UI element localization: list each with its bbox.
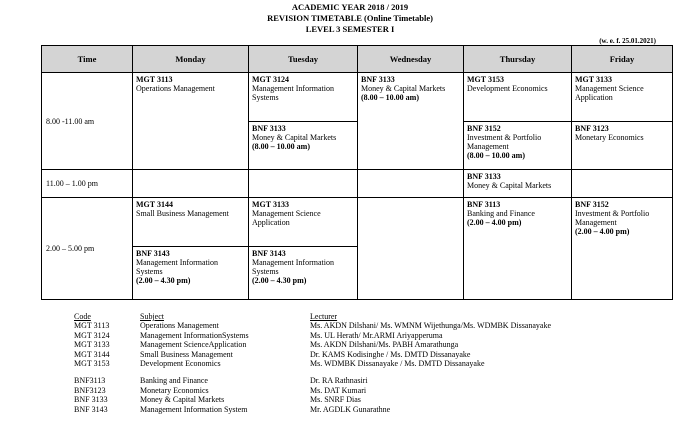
legend-lecturer: Dr. KAMS Kodisinghe / Ms. DMTD Dissanayake [310,349,471,359]
course-name: Development Economics [467,84,548,93]
slot-cell [133,198,249,247]
course-name: Investment & Portfolio Management [467,133,542,151]
slot-cell [133,73,249,170]
legend-header-subject: Subject [140,312,164,321]
slot-cell [572,198,673,300]
legend-code: BNF 3133 [74,395,108,405]
course-code: BNF 3143 [136,249,170,258]
slot-cell [249,73,358,122]
col-header-tuesday: Tuesday [249,46,358,73]
col-header-time: Time [42,46,133,73]
legend-subject: Management ScienceApplication [140,340,247,350]
course-name: Management Information Systems [136,258,218,276]
course-name: Investment & Portfolio Management [575,209,650,227]
legend-code: MGT 3133 [74,340,110,350]
effective-date: (w. e. f. 25.01.2021) [599,37,656,45]
course-time: (8.00 – 10.00 am) [252,142,310,151]
course-name: Small Business Management [136,209,229,218]
course-name: Management Information Systems [252,258,334,276]
legend-subject: Banking and Finance [140,376,208,386]
legend-subject: Management Information System [140,404,248,414]
legend-code: BNF 3143 [74,404,108,414]
course-time: (2.00 – 4.00 pm) [467,218,522,227]
level-semester-title: LEVEL 3 SEMESTER I [305,24,395,34]
slot-cell [572,122,673,170]
time-slot-midday: 11.00 – 1.00 pm [42,170,133,198]
course-name: Monetary Economics [575,133,644,142]
legend-lecturer: Ms. SNRF Dias [310,395,361,405]
legend-subject: Management InformationSystems [140,330,249,340]
slot-cell [133,247,249,300]
course-name: Banking and Finance [467,209,535,218]
course-name: Management Science Application [252,209,321,227]
slot-cell [464,170,572,198]
legend-subject: Monetary Economics [140,385,209,395]
course-code: BNF 3133 [252,124,286,133]
legend-lecturer: Dr. RA Rathnasiri [310,376,368,386]
col-header-friday: Friday [572,46,673,73]
course-name: Money & Capital Markets [361,84,446,93]
academic-year-title: ACADEMIC YEAR 2018 / 2019 [291,2,409,12]
table-row [42,73,673,122]
table-row [42,198,673,247]
time-slot-afternoon: 2.00 – 5.00 pm [42,198,133,300]
legend-subject: Money & Capital Markets [140,395,225,405]
timetable-title: REVISION TIMETABLE (Online Timetable) [267,13,433,23]
table-header-row [42,46,673,73]
slot-cell [249,198,358,247]
course-code: BNF 3152 [467,124,501,133]
course-code: MGT 3133 [252,200,289,209]
slot-cell-empty [572,170,673,198]
course-code: BNF 3123 [575,124,609,133]
legend-subject: Small Business Management [140,349,233,359]
course-name: Operations Management [136,84,215,93]
course-code: MGT 3133 [575,75,612,84]
col-header-monday: Monday [133,46,249,73]
legend-code: BNF3113 [74,376,106,386]
time-slot-morning: 8.00 -11.00 am [42,73,133,170]
slot-cell [358,73,464,170]
course-code: BNF 3152 [575,200,609,209]
course-name: Management Information Systems [252,84,334,102]
legend-lecturer: Ms. AKDN Dilshani/Ms. PABH Amarathunga [310,340,459,350]
timetable [41,45,673,300]
col-header-wednesday: Wednesday [358,46,464,73]
course-time: (8.00 – 10.00 am) [361,93,419,102]
course-code: BNF 3113 [467,200,501,209]
table-row [42,170,673,198]
slot-cell-empty [249,170,358,198]
legend-subject: Operations Management [140,321,219,331]
course-code: MGT 3124 [252,75,289,84]
legend-code: BNF3123 [74,385,106,395]
legend-lecturer: Ms. AKDN Dilshani/ Ms. WMNM Wijethunga/Ms. WDMBK Dissanayake [310,321,552,331]
legend-code: MGT 3153 [74,358,110,368]
course-name: Management Science Application [575,84,644,102]
course-code: BNF 3133 [361,75,395,84]
course-name: Money & Capital Markets [252,133,337,142]
legend-header-code: Code [74,312,91,321]
course-code: MGT 3153 [467,75,504,84]
course-code: BNF 3133 [467,172,501,181]
legend-code: MGT 3124 [74,330,110,340]
slot-cell-empty [133,170,249,198]
course-code: MGT 3144 [136,200,173,209]
slot-cell-empty [358,198,464,300]
course-code: MGT 3113 [136,75,173,84]
course-code: BNF 3143 [252,249,286,258]
slot-cell [464,122,572,170]
course-time: (2.00 – 4.30 pm) [136,276,191,285]
course-name: Money & Capital Markets [467,181,552,190]
slot-cell [464,73,572,122]
legend-lecturer: Ms. DAT Kumari [310,385,367,395]
legend-lecturer: Ms. WDMBK Dissanayake / Ms. DMTD Dissanayake [310,358,485,368]
legend-subject: Development Economics [140,358,221,368]
course-time: (2.00 – 4.00 pm) [575,227,630,236]
course-time: (8.00 – 10.00 am) [467,151,525,160]
legend-code: MGT 3113 [74,321,110,331]
legend-header-lecturer: Lecturer [310,312,338,321]
course-time: (2.00 – 4.30 pm) [252,276,307,285]
slot-cell-empty [358,170,464,198]
slot-cell [249,247,358,300]
slot-cell [464,198,572,300]
slot-cell [249,122,358,170]
legend-lecturer: Ms. UL Herath/ Mr.ARMI Ariyapperuma [310,330,443,340]
legend-lecturer: Mr. AGDLK Gunarathne [310,404,391,414]
slot-cell [572,73,673,122]
col-header-thursday: Thursday [464,46,572,73]
legend-code: MGT 3144 [74,349,110,359]
